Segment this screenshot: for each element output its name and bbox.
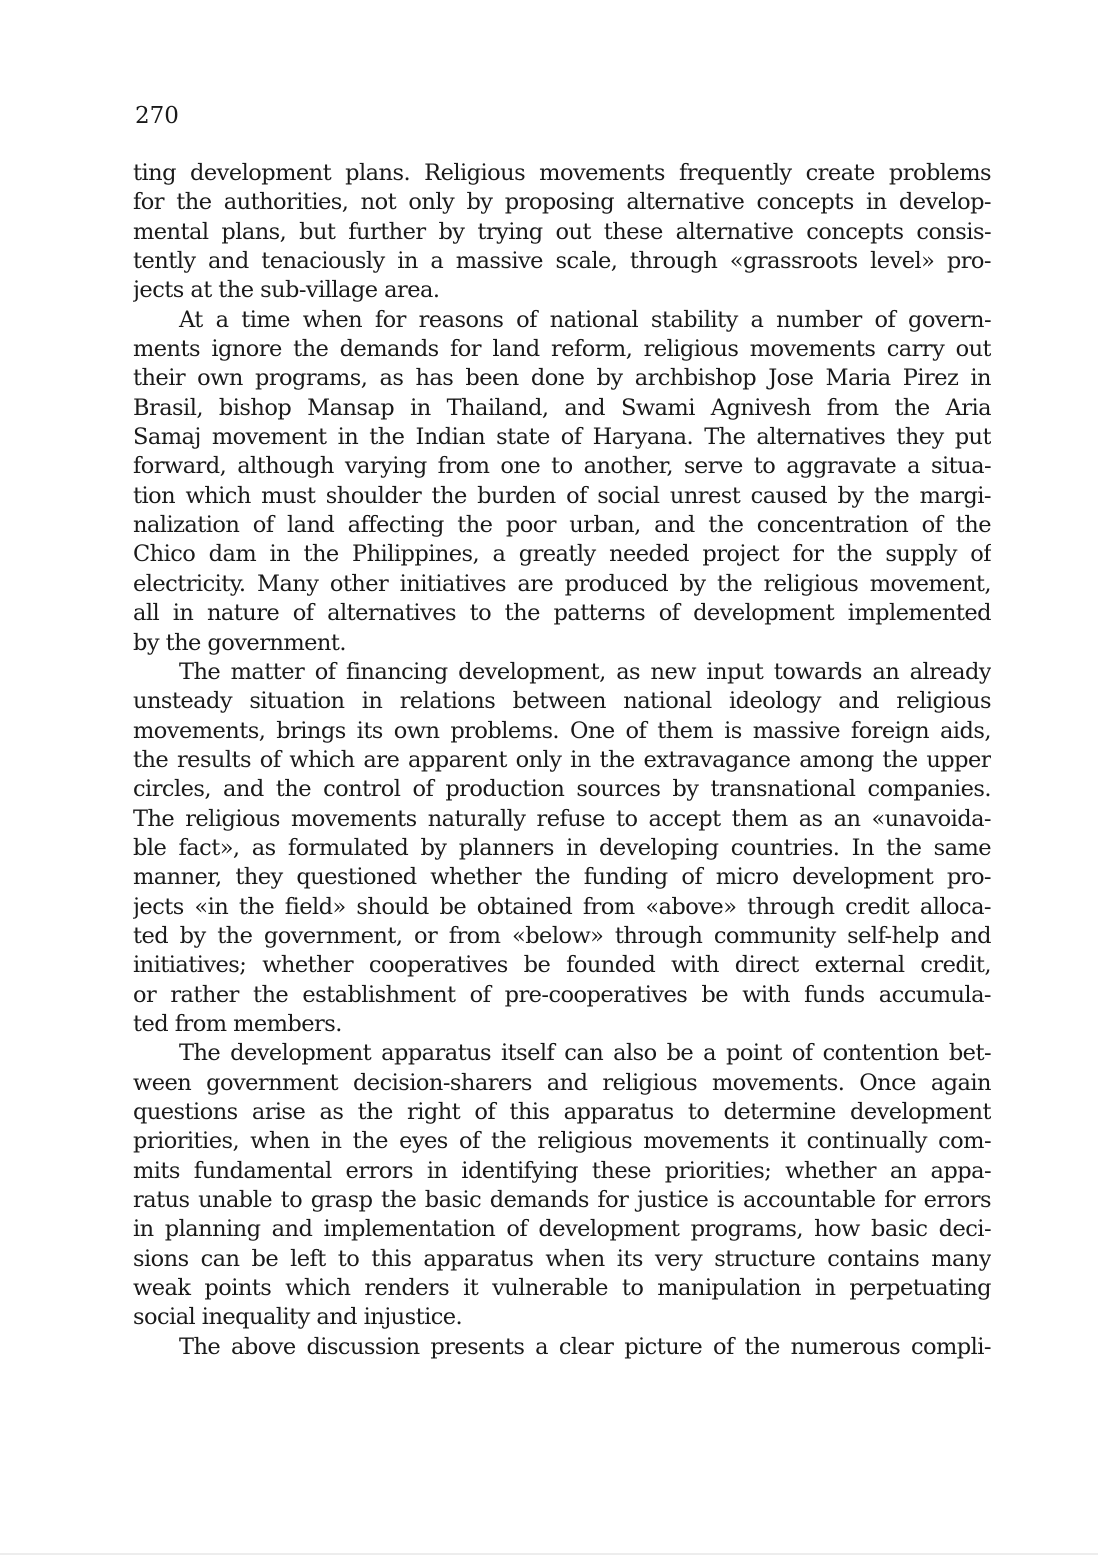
text-line: social inequality and injustice. [133, 1304, 463, 1331]
text-line: or rather the establishment of pre-cooperatives be with funds accumula- [133, 981, 991, 1008]
text-line: mits fundamental errors in identifying these priorities; whether an appa- [133, 1157, 991, 1184]
text-line: ble fact», as formulated by planners in developing countries. In the same [133, 834, 991, 861]
text-line: Brasil, bishop Mansap in Thailand, and Swami Agnivesh from the Aria [133, 394, 991, 421]
text-line: weak points which renders it vulnerable to manipulation in perpetuating [133, 1275, 991, 1302]
text-line: in planning and implementation of development programs, how basic deci- [133, 1216, 991, 1243]
text-line: the results of which are apparent only in the extravagance among the upper [133, 746, 991, 773]
bottom-divider [0, 1553, 1098, 1555]
paragraph [133, 306, 991, 658]
text-line: ratus unable to grasp the basic demands for justice is accountable for errors [133, 1187, 991, 1214]
text-line: by the government. [133, 629, 346, 656]
text-line: for the authorities, not only by proposing alternative concepts in develop- [133, 189, 991, 216]
text-line: The development apparatus itself can also be a point of contention bet- [179, 1040, 991, 1067]
text-line: ted by the government, or from «below» through community self-help and [133, 922, 991, 949]
text-line: ting development plans. Religious movements frequently create problems [133, 160, 991, 186]
paragraph [133, 658, 991, 1039]
paragraph [133, 1333, 991, 1362]
text-line: The above discussion presents a clear picture of the numerous compli- [179, 1333, 991, 1360]
paragraph [133, 1039, 991, 1332]
text-line: The matter of financing development, as new input towards an already [179, 658, 991, 685]
text-line: sions can be left to this apparatus when its very structure contains many [133, 1245, 991, 1272]
text-line: ments ignore the demands for land reform, religious movements carry out [133, 336, 991, 363]
text-line: At a time when for reasons of national stability a number of govern- [179, 306, 991, 333]
text-line: initiatives; whether cooperatives be founded with direct external credit, [133, 952, 991, 979]
text-line: movements, brings its own problems. One of them is massive foreign aids, [133, 717, 991, 744]
text-line: mental plans, but further by trying out these alternative concepts consis- [133, 218, 991, 245]
paragraph [133, 159, 991, 306]
text-line: electricity. Many other initiatives are produced by the religious movement, [133, 570, 991, 597]
text-line: forward, although varying from one to another, serve to aggravate a situa- [133, 453, 991, 480]
page-number: 270 [135, 103, 179, 129]
text-line: tion which must shoulder the burden of social unrest caused by the margi- [133, 482, 991, 509]
text-line: circles, and the control of production sources by transnational companies. [133, 776, 991, 803]
text-line: manner, they questioned whether the funding of micro development pro- [133, 864, 991, 891]
text-line: The religious movements naturally refuse to accept them as an «unavoida- [133, 805, 991, 832]
text-line: jects «in the field» should be obtained from «above» through credit alloca- [133, 893, 991, 920]
text-line: ween government decision-sharers and religious movements. Once again [133, 1069, 991, 1096]
body-text [133, 159, 991, 1362]
text-line: Samaj movement in the Indian state of Haryana. The alternatives they put [133, 424, 991, 451]
text-line: Chico dam in the Philippines, a greatly needed project for the supply of [133, 541, 991, 568]
text-line: priorities, when in the eyes of the religious movements it continually com- [133, 1128, 991, 1155]
text-line: all in nature of alternatives to the patterns of development implemented [133, 600, 991, 627]
text-line: nalization of land affecting the poor urban, and the concentration of the [133, 512, 991, 539]
text-line: tently and tenaciously in a massive scale, through «grassroots level» pro- [133, 248, 991, 275]
text-line: jects at the sub-village area. [133, 277, 440, 304]
text-line: ted from members. [133, 1010, 342, 1037]
text-line: questions arise as the right of this apparatus to determine development [133, 1099, 991, 1125]
text-line: unsteady situation in relations between national ideology and religious [133, 688, 991, 715]
text-line: their own programs, as has been done by archbishop Jose Maria Pirez in [133, 365, 991, 392]
